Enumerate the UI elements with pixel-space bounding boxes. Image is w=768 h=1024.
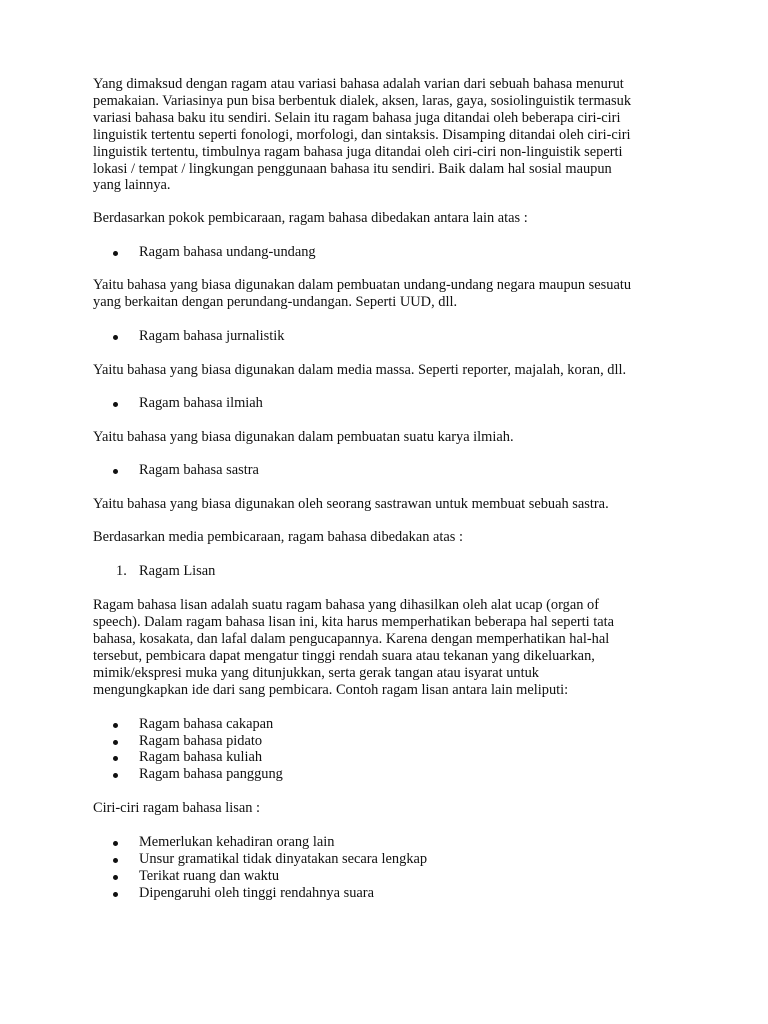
topic-heading: Berdasarkan pokok pembicaraan, ragam bahasa dibedakan antara lain atas : bbox=[93, 210, 528, 227]
list-item-label: Ragam bahasa undang-undang bbox=[139, 244, 316, 261]
list-item bbox=[93, 462, 733, 479]
bullet-icon bbox=[113, 402, 118, 407]
list-item bbox=[93, 749, 733, 766]
intro-paragraph: Yang dimaksud dengan ragam atau variasi bahasa adalah varian dari sebuah bahasa menurut pemakaian. Variasinya pun bisa berbentuk dialek, aksen, laras, gaya, sosiolinguistik termasuk variasi bahasa baku itu sendiri. Selain itu ragam bahasa juga ditandai oleh beberapa ciri-ciri linguistik tertentu seperti fonologi, morfologi, dan sintaksis. Disamping ditandai oleh ciri-ciri linguistik tertentu, timbulnya ragam bahasa juga ditandai oleh ciri-ciri non-linguistik seperti lokasi / tempat / lingkungan penggunaan bahasa itu sendiri. Baik dalam hal sosial maupun yang lainnya. bbox=[93, 76, 632, 194]
list-item-label: Dipengaruhi oleh tinggi rendahnya suara bbox=[139, 884, 374, 901]
list-item-label: Ragam bahasa ilmiah bbox=[139, 394, 263, 411]
document-page bbox=[93, 76, 733, 902]
item-description: Yaitu bahasa yang biasa digunakan dalam pembuatan suatu karya ilmiah. bbox=[93, 428, 514, 445]
list-item-label: Ragam bahasa kuliah bbox=[139, 749, 263, 766]
bullet-icon bbox=[113, 469, 118, 474]
bullet-icon bbox=[113, 841, 118, 846]
traits-list bbox=[93, 834, 733, 902]
item-description: Yaitu bahasa yang biasa digunakan dalam pembuatan undang-undang negara maupun sesuatu yang berkaitan dengan perundang-undangan. Seperti UUD, dll. bbox=[93, 277, 632, 311]
traits-heading: Ciri-ciri ragam bahasa lisan : bbox=[93, 800, 261, 817]
list-item-label: Memerlukan kehadiran orang lain bbox=[139, 834, 335, 851]
bullet-icon bbox=[113, 773, 118, 778]
list-item-label: Ragam bahasa panggung bbox=[139, 766, 283, 783]
lisan-paragraph: Ragam bahasa lisan adalah suatu ragam bahasa yang dihasilkan oleh alat ucap (organ of speech). Dalam ragam bahasa lisan ini, kita harus memperhatikan beberapa hal seperti tata bahasa, kosakata, dan lafal dalam pengucapannya. Karena dengan memperhatikan hal-hal tersebut, pembicara dapat mengatur tinggi rendah suara atau tekanan yang dikeluarkan, mimik/ekspresi muka yang ditunjukkan, serta gerak tangan atau isyarat untuk mengungkapkan ide dari sang pembicara. Contoh ragam lisan antara lain meliputi: bbox=[93, 597, 615, 698]
bullet-icon bbox=[113, 858, 118, 863]
list-item bbox=[93, 395, 733, 412]
bullet-icon bbox=[113, 756, 118, 761]
list-item-label: Ragam bahasa jurnalistik bbox=[139, 327, 285, 344]
bullet-icon bbox=[113, 251, 118, 256]
list-item bbox=[93, 328, 733, 345]
list-item bbox=[93, 244, 733, 261]
bullet-icon bbox=[113, 335, 118, 340]
numbered-item-label: Ragam Lisan bbox=[139, 563, 216, 580]
bullet-icon bbox=[113, 723, 118, 728]
list-item bbox=[93, 868, 733, 885]
list-item-label: Terikat ruang dan waktu bbox=[139, 868, 280, 884]
item-number: 1. bbox=[116, 563, 127, 580]
list-item bbox=[93, 834, 733, 851]
list-item bbox=[93, 885, 733, 902]
bullet-icon bbox=[113, 740, 118, 745]
list-item bbox=[93, 716, 733, 733]
examples-list bbox=[93, 716, 733, 784]
list-item-label: Ragam bahasa pidato bbox=[139, 732, 263, 749]
bullet-icon bbox=[113, 892, 118, 897]
list-item-label: Unsur gramatikal tidak dinyatakan secara lengkap bbox=[139, 851, 428, 868]
list-item bbox=[93, 766, 733, 783]
list-item bbox=[93, 851, 733, 868]
item-description: Yaitu bahasa yang biasa digunakan dalam media massa. Seperti reporter, majalah, koran, dll. bbox=[93, 361, 627, 378]
list-item-label: Ragam bahasa sastra bbox=[139, 461, 259, 478]
item-description: Yaitu bahasa yang biasa digunakan oleh seorang sastrawan untuk membuat sebuah sastra. bbox=[93, 495, 609, 512]
list-item bbox=[93, 733, 733, 750]
medium-heading: Berdasarkan media pembicaraan, ragam bahasa dibedakan atas : bbox=[93, 529, 463, 546]
bullet-icon bbox=[113, 875, 118, 880]
list-item-label: Ragam bahasa cakapan bbox=[139, 715, 274, 732]
numbered-item bbox=[93, 563, 733, 580]
